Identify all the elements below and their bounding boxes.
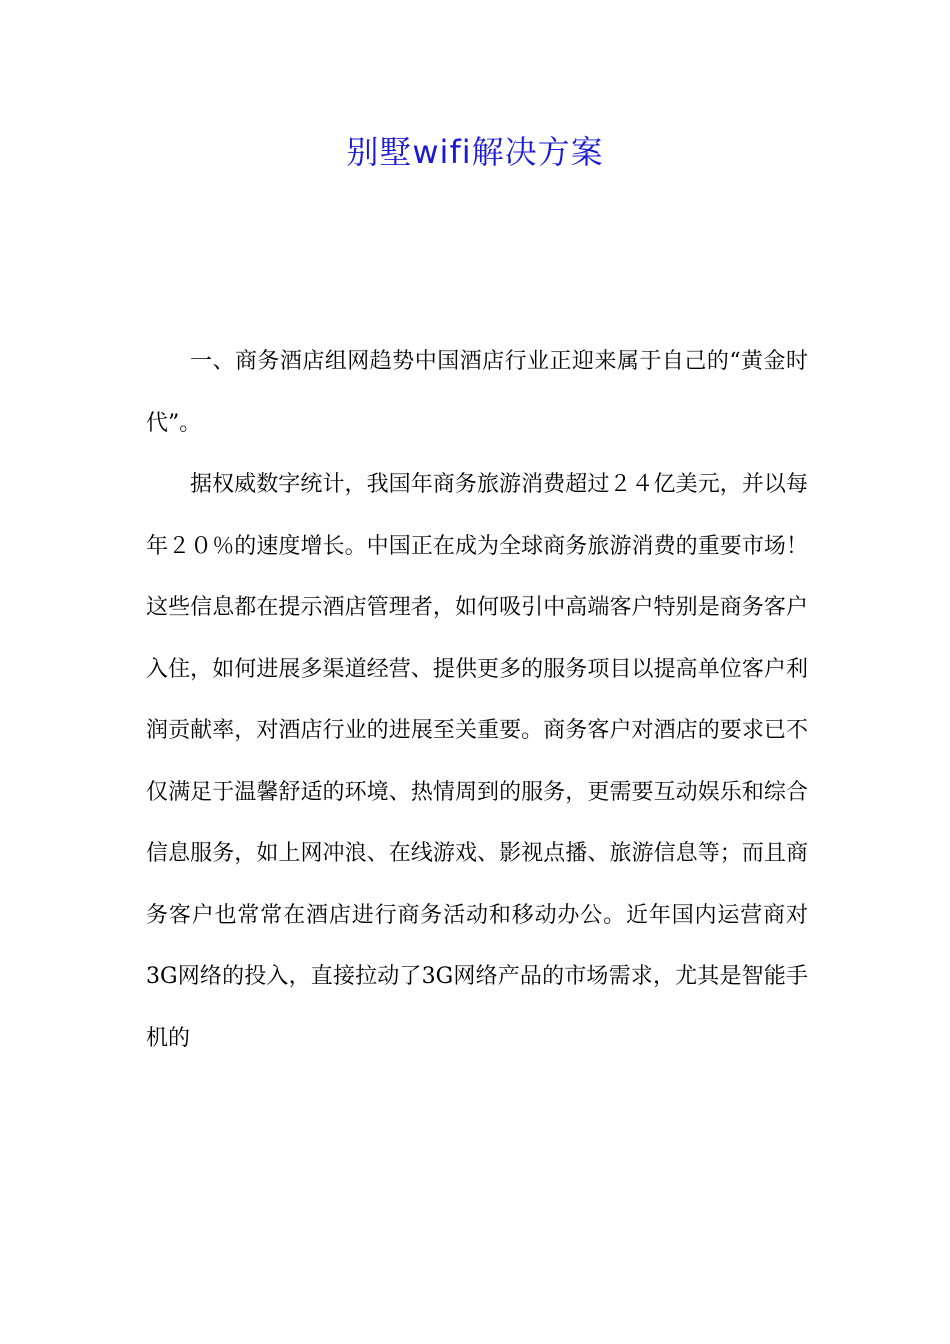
paragraph-2: 据权威数字统计，我国年商务旅游消费超过２４亿美元，并以每年２０％的速度增长。中国正在成为全球商务旅游消费的重要市场！这些信息都在提示酒店管理者，如何吸引中高端客户特别是商务客户入住，如何进展多渠道经营、提供更多的服务项目以提高单位客户利润贡献率，对酒店行业的进展至关重要。商务客户对酒店的要求已不仅满足于温馨舒适的环境、热情周到的服务，更需要互动娱乐和综合信息服务，如上网冲浪、在线游戏、影视点播、旅游信息等；而且商务客户也常常在酒店进行商务活动和移动办公。近年国内运营商对3G网络的投入，直接拉动了3G网络产品的市场需求，尤其是智能手机的 <box>146 472 808 1051</box>
document-title: 别墅wifi解决方案 <box>346 133 604 171</box>
document-body <box>146 331 808 1069</box>
paragraph-1: 一、商务酒店组网趋势中国酒店行业正迎来属于自己的“黄金时代”。 <box>146 349 808 436</box>
